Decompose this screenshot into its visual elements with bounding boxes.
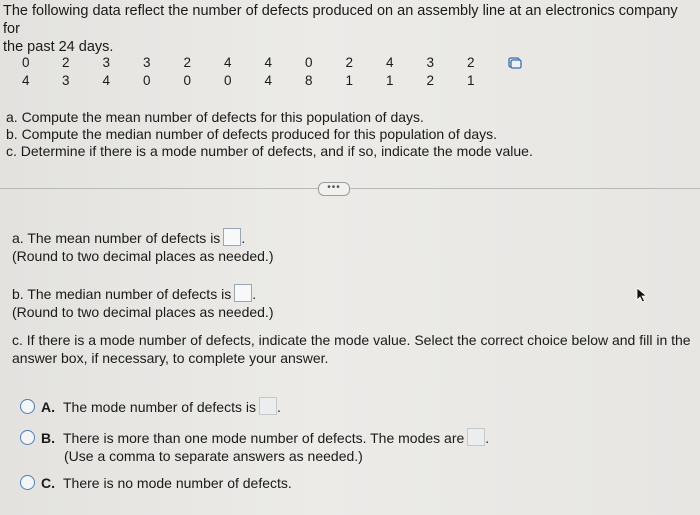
- data-cell: 4: [264, 73, 273, 88]
- choice-c-letter: C.: [41, 475, 55, 491]
- data-cell: 1: [345, 73, 354, 88]
- choice-b-letter: B.: [41, 430, 55, 446]
- answer-a: a. The mean number of defects is . (Round to two decimal places as needed.): [12, 230, 274, 264]
- more-options-button[interactable]: •••: [318, 182, 350, 196]
- answer-b: b. The median number of defects is . (Round to two decimal places as needed.): [12, 286, 274, 320]
- data-cell: 0: [22, 55, 30, 70]
- data-cell: 4: [102, 73, 111, 88]
- problem-intro-line2: the past 24 days.: [3, 39, 114, 55]
- mean-answer-box[interactable]: [223, 228, 241, 246]
- modes-answer-box[interactable]: [467, 428, 485, 446]
- choice-a-letter: A.: [41, 399, 55, 415]
- choice-c-radio[interactable]: [20, 475, 35, 490]
- problem-statement: [3, 2, 697, 56]
- median-answer-box[interactable]: [234, 284, 252, 302]
- choice-b[interactable]: B. There is more than one mode number of defects. The modes are . (Use a comma to separate answers as needed.): [20, 428, 489, 465]
- choice-b-radio[interactable]: [20, 430, 35, 445]
- choice-c[interactable]: [20, 474, 292, 492]
- copy-data-icon[interactable]: [508, 57, 522, 69]
- choice-b-hint: (Use a comma to separate answers as needed.): [64, 448, 363, 464]
- data-cell: 3: [62, 73, 70, 88]
- defects-data-table: [22, 54, 508, 90]
- data-cell: 0: [305, 55, 313, 70]
- data-cell: 2: [467, 55, 475, 70]
- choice-a-text: The mode number of defects is: [63, 399, 256, 415]
- mouse-pointer-icon: [636, 287, 648, 303]
- choice-a-radio[interactable]: [20, 399, 35, 414]
- data-cell: 4: [22, 73, 30, 88]
- question-b: b. Compute the median number of defects produced for this population of days.: [6, 126, 498, 142]
- question-list: [6, 109, 533, 160]
- data-cell: 3: [102, 55, 111, 70]
- problem-intro-line1: The following data reflect the number of defects produced on an assembly line at an electronics company for: [3, 3, 678, 37]
- answer-c-line2: answer box, if necessary, to complete your answer.: [12, 350, 329, 366]
- choice-a[interactable]: A. The mode number of defects is .: [20, 397, 281, 416]
- data-cell: 3: [143, 55, 151, 70]
- data-cell: 0: [143, 73, 151, 88]
- choice-c-text: There is no mode number of defects.: [63, 475, 292, 491]
- data-cell: 4: [386, 55, 394, 70]
- data-row: [22, 72, 508, 90]
- data-cell: 2: [62, 55, 70, 70]
- data-cell: 2: [345, 55, 354, 70]
- answer-c-line1: c. If there is a mode number of defects, indicate the mode value. Select the correct choice below and fill in the: [12, 332, 691, 348]
- data-cell: 3: [426, 55, 435, 70]
- answer-b-label: b. The median number of defects is: [12, 286, 232, 302]
- mode-answer-box[interactable]: [259, 397, 277, 415]
- data-cell: 4: [224, 55, 232, 70]
- answer-b-hint: (Round to two decimal places as needed.): [12, 304, 274, 320]
- data-cell: 4: [264, 55, 273, 70]
- question-c: c. Determine if there is a mode number of defects, and if so, indicate the mode value.: [6, 143, 533, 159]
- data-cell: 0: [183, 73, 192, 88]
- choice-b-text: There is more than one mode number of defects. The modes are: [63, 430, 465, 446]
- answer-a-label: a. The mean number of defects is: [12, 230, 221, 246]
- section-divider: [0, 188, 700, 189]
- answer-a-hint: (Round to two decimal places as needed.): [12, 248, 274, 264]
- data-cell: 2: [183, 55, 192, 70]
- answer-c: [12, 331, 692, 367]
- data-cell: 2: [426, 73, 435, 88]
- data-cell: 1: [386, 73, 394, 88]
- question-a: a. Compute the mean number of defects for this population of days.: [6, 109, 424, 125]
- data-cell: 0: [224, 73, 232, 88]
- data-cell: 1: [467, 73, 475, 88]
- data-row: [22, 54, 508, 72]
- data-cell: 8: [305, 73, 313, 88]
